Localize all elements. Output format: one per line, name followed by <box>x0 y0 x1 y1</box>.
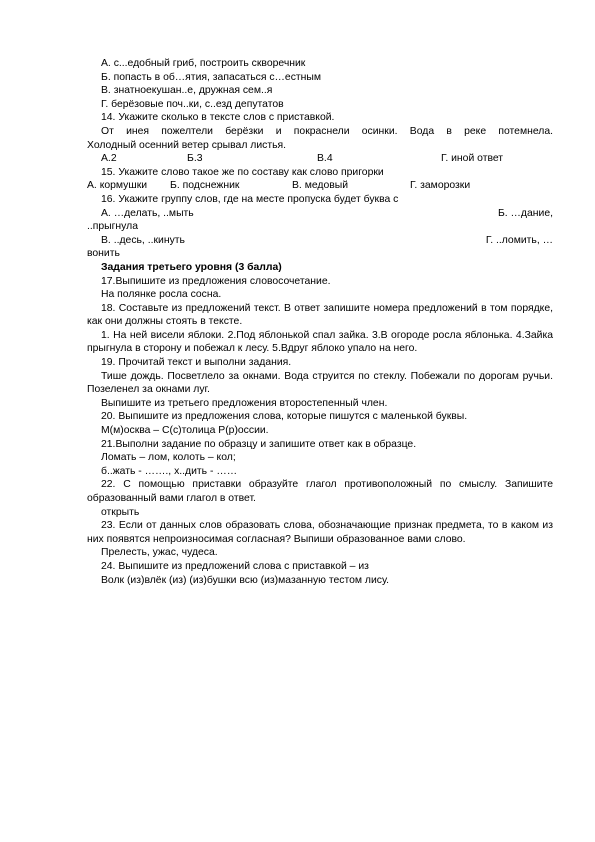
level3-heading: Задания третьего уровня (3 балла) <box>101 261 282 273</box>
q16-row-vg <box>87 234 553 248</box>
q15-option-a: А. кормушки <box>87 180 148 192</box>
q16-option-b-continued: ..прыгнула <box>87 221 138 233</box>
q19-question: 19. Прочитай текст и выполни задания. <box>101 357 292 369</box>
q16-option-b: Б. …дание, <box>497 207 553 219</box>
q21-task: б..жать - ……., х..дить - …… <box>101 465 238 477</box>
q23-question: 23. Если от данных слов образовать слова, обозначающие признак предмета, то в каком из них появятся непроизносимая согласная? Выпиши образованное вами слово. <box>87 520 553 545</box>
q17-question: 17.Выпишите из предложения словосочетание. <box>101 275 331 287</box>
q14-option-b: Б.3 <box>187 153 203 165</box>
q18-question: 18. Составьте из предложений текст. В ответ запишите номера предложений в том порядке, как они должны стоять в тексте. <box>87 302 553 328</box>
q16-row-ab <box>87 207 553 221</box>
q16-option-v: В. ..десь, ..кинуть <box>101 234 185 246</box>
q14-passage-line2: Холодный осенний ветер срывал листья. <box>87 139 287 151</box>
q19-task: Выпишите из третьего предложения второстепенный член. <box>101 397 388 409</box>
q16-option-g: Г. ..ломить, … <box>485 234 553 246</box>
q16-option-a: А. …делать, ..мыть <box>101 207 194 219</box>
q14-option-v: В.4 <box>317 153 333 165</box>
q16-question: 16. Укажите группу слов, где на месте пропуска будет буква с <box>101 193 399 205</box>
q15-option-v: В. медовый <box>292 180 349 192</box>
q16-option-g-continued: вонить <box>87 248 120 260</box>
q14-option-a: А.2 <box>101 153 117 165</box>
q14-passage-line1: От инея пожелтели берёзки и покраснели осинки. Вода в реке потемнела. <box>101 125 553 137</box>
q14-options <box>87 152 553 166</box>
q22-word: открыть <box>101 506 140 518</box>
q13-option-b: Б. попасть в об…ятия, запасаться с…естным <box>101 71 322 83</box>
q19-passage: Тише дождь. Посветлело за окнами. Вода струится по стеклу. Побежали по дорогам ручьи. Позеленел за окнами луг. <box>87 370 553 396</box>
q15-options <box>87 179 553 193</box>
q24-sentence: Волк (из)влёк (из) (из)бушки всю (из)мазанную тестом лису. <box>101 574 390 586</box>
q13-option-a: А. с...едобный гриб, построить скворечник <box>101 58 306 69</box>
q13-option-g: Г. берёзовые поч..ки, с..езд депутатов <box>101 98 284 110</box>
q21-question: 21.Выполни задание по образцу и запишите ответ как в образце. <box>101 438 417 450</box>
q17-sentence: На полянке росла сосна. <box>101 289 222 301</box>
document-content <box>87 57 553 587</box>
q22-question: 22. С помощью приставки образуйте глагол противоположный по смыслу. Запишите образованный вами глагол в ответ. <box>87 479 553 504</box>
q13-option-v: В. знатноекушан..е, дружная сем..я <box>101 85 273 97</box>
q18-sentences: 1. На ней висели яблоки. 2.Под яблонькой спал зайка. 3.В огороде росла яблонька. 4.Зайка прыгнула в сторону и побежал к лесу. 5.Вдруг яблоко упало на него. <box>87 329 553 355</box>
q15-option-b: Б. подснежник <box>170 180 240 192</box>
q23-words: Прелесть, ужас, чудеса. <box>101 547 218 559</box>
q20-question: 20. Выпишите из предложения слова, которые пишутся с маленькой буквы. <box>101 411 468 423</box>
q15-question: 15. Укажите слово такое же по составу как слово пригорки <box>101 166 384 178</box>
q24-question: 24. Выпишите из предложений слова с приставкой – из <box>101 560 369 572</box>
q14-question: 14. Укажите сколько в тексте слов с приставкой. <box>101 112 335 124</box>
q20-sentence: М(м)осква – С(с)толица Р(р)оссии. <box>101 425 269 437</box>
q14-option-g: Г. иной ответ <box>441 153 504 165</box>
q21-example: Ломать – лом, колоть – кол; <box>101 452 236 464</box>
q15-option-g: Г. заморозки <box>410 180 471 192</box>
